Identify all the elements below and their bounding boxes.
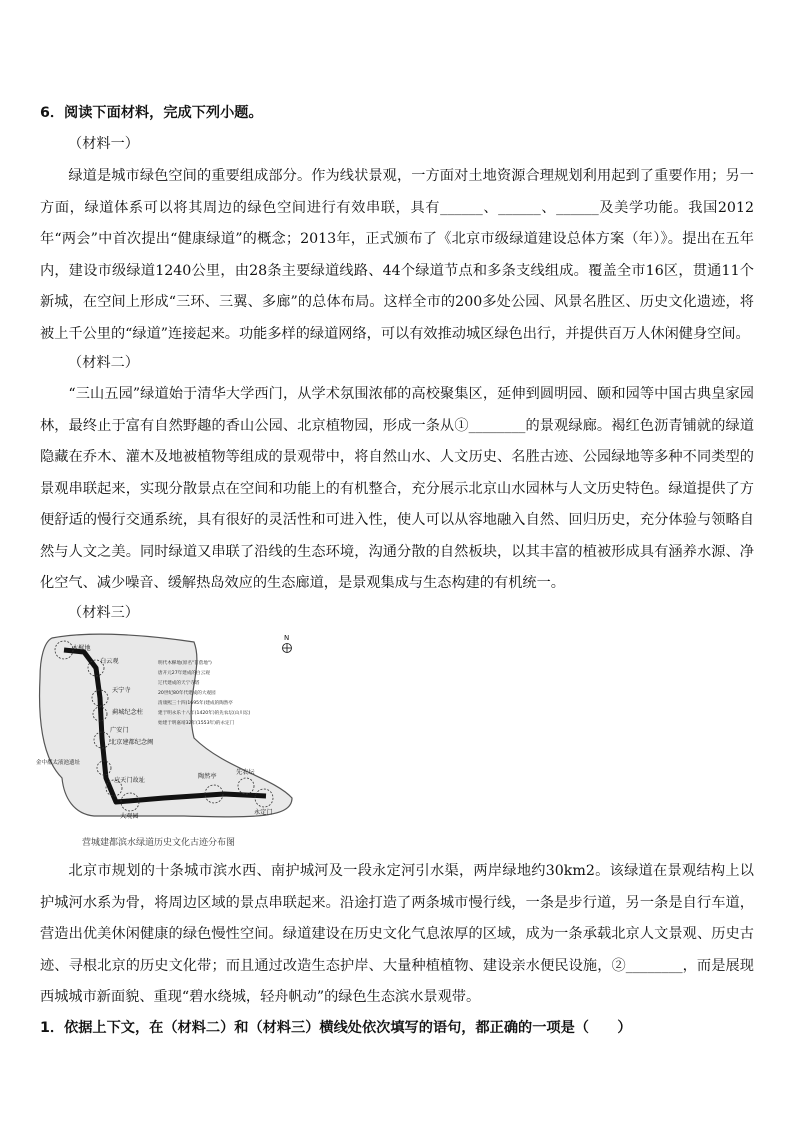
place-label: 广安门 bbox=[110, 727, 129, 734]
material3-label: （材料三） bbox=[68, 605, 139, 621]
map-legend-item: 唐开元27年建成的白云观 bbox=[158, 671, 210, 676]
place-label: 金中都太液池遗址 bbox=[36, 760, 81, 766]
question-heading: 6．阅读下面材料，完成下列小题。 bbox=[40, 105, 263, 121]
map-legend-item: 明代木樨地(原名"苜蓿地") bbox=[158, 661, 212, 666]
place-label: 大观园 bbox=[120, 813, 139, 820]
place-label: 北京建都纪念阙 bbox=[110, 739, 154, 746]
map-legend-item: 辽代建成的天宁寺塔 bbox=[158, 681, 200, 686]
material1-text: 绿道是城市绿色空间的重要组成部分。作为线状景观，一方面对土地资源合理规划利用起到了重要作用；另一方面，绿道体系可以将其周边的绿色空间进行有效串联，具有______、______、______及美学功能。我国2012年“两会”中首次提出“健康绿道”的概念；2013年，正式颁布了《北京市级绿道建设总体方案（年）》。提出在五年内，建设市级绿道1240公里，由28条主要绿道线路、44个绿道节点和多条支线组成。覆盖全市16区，贯通11个新城，在空间上形成“三环、三翼、多廊”的总体布局。这样全市的200多处公园、风景名胜区、历史文化遗迹，将被上千公里的“绿道”连接起来。功能多样的绿道网络，可以有效推动城区绿色出行，并提供百万人休闲健身空间。 bbox=[40, 168, 754, 342]
material3-text: 北京市规划的十条城市滨水西、南护城河及一段永定河引水渠，两岸绿地约30km2。该绿道在景观结构上以护城河水系为骨，将周边区域的景点串联起来。沿途打造了两条城市慢行线，一条是步行道，另一条是自行车道，营造出优美休闲健康的绿色慢性空间。绿道建设在历史文化气息浓厚的区域，成为一条承载北京人文景观、历史古迹、寻根北京的历史文化带；而且通过改造生态护岸、大量种植植物、建设亲水便民设施，②________，而是展现西城城市新面貌、重现“碧水绕城，轻舟帆动”的绿色生态滨水景观带。 bbox=[40, 863, 754, 1005]
subquestion-1: 1．依据上下文，在（材料二）和（材料三）横线处依次填写的语句，都正确的一项是（ ） bbox=[40, 1020, 632, 1036]
north-arrow-icon bbox=[283, 634, 292, 653]
place-label: 先农坛 bbox=[236, 769, 255, 776]
svg-text:N: N bbox=[284, 634, 290, 642]
place-label: 应天门故址 bbox=[114, 777, 145, 784]
place-label: 木樨地 bbox=[72, 645, 91, 652]
map-legend-item: 始建于明嘉靖32年(1553年)的永定门 bbox=[158, 721, 235, 726]
map-legend-item: 清康熙三十四(1695年)建成的陶然亭 bbox=[158, 701, 233, 706]
place-label: 白云观 bbox=[100, 658, 119, 665]
place-label: 天宁寺 bbox=[112, 687, 131, 694]
map-caption: 营城建都滨水绿道历史文化古迹分布图 bbox=[82, 838, 236, 848]
place-label: 永定门 bbox=[254, 809, 273, 816]
place-label: 陶然亭 bbox=[198, 773, 217, 780]
greenway-map bbox=[34, 628, 296, 820]
material2-text: “三山五园”绿道始于清华大学西门，从学术氛围浓郁的高校聚集区，延伸到圆明园、颐和园等中国古典皇家园林，最终止于富有自然野趣的香山公园、北京植物园，形成一条从①________的景观绿廊。褐红色沥青铺就的绿道隐藏在乔木、灌木及地被植物等组成的景观带中，将自然山水、人文历史、名胜古迹、公园绿地等多种不同类型的景观串联起来，实现分散景点在空间和功能上的有机整合，充分展示北京山水园林与人文历史特色。绿道提供了方便舒适的慢行交通系统，具有很好的灵活性和可进入性，使人可以从容地融入自然、回归历史，充分体验与领略自然与人文之美。同时绿道又串联了沿线的生态环境，沟通分散的自然板块，以其丰富的植被形成具有涵养水源、净化空气、减少噪音、缓解热岛效应的生态廊道，是景观集成与生态构建的有机统一。 bbox=[40, 386, 754, 591]
place-label: 蓟城纪念柱 bbox=[112, 709, 143, 716]
material2-label: （材料二） bbox=[68, 355, 139, 371]
material1-label: （材料一） bbox=[68, 136, 139, 152]
map-legend-item: 建于明永乐十八年(1420年)的先农坛(山川坛) bbox=[158, 711, 251, 716]
map-legend-item: 20世纪80年代建成的大观园 bbox=[158, 691, 216, 696]
